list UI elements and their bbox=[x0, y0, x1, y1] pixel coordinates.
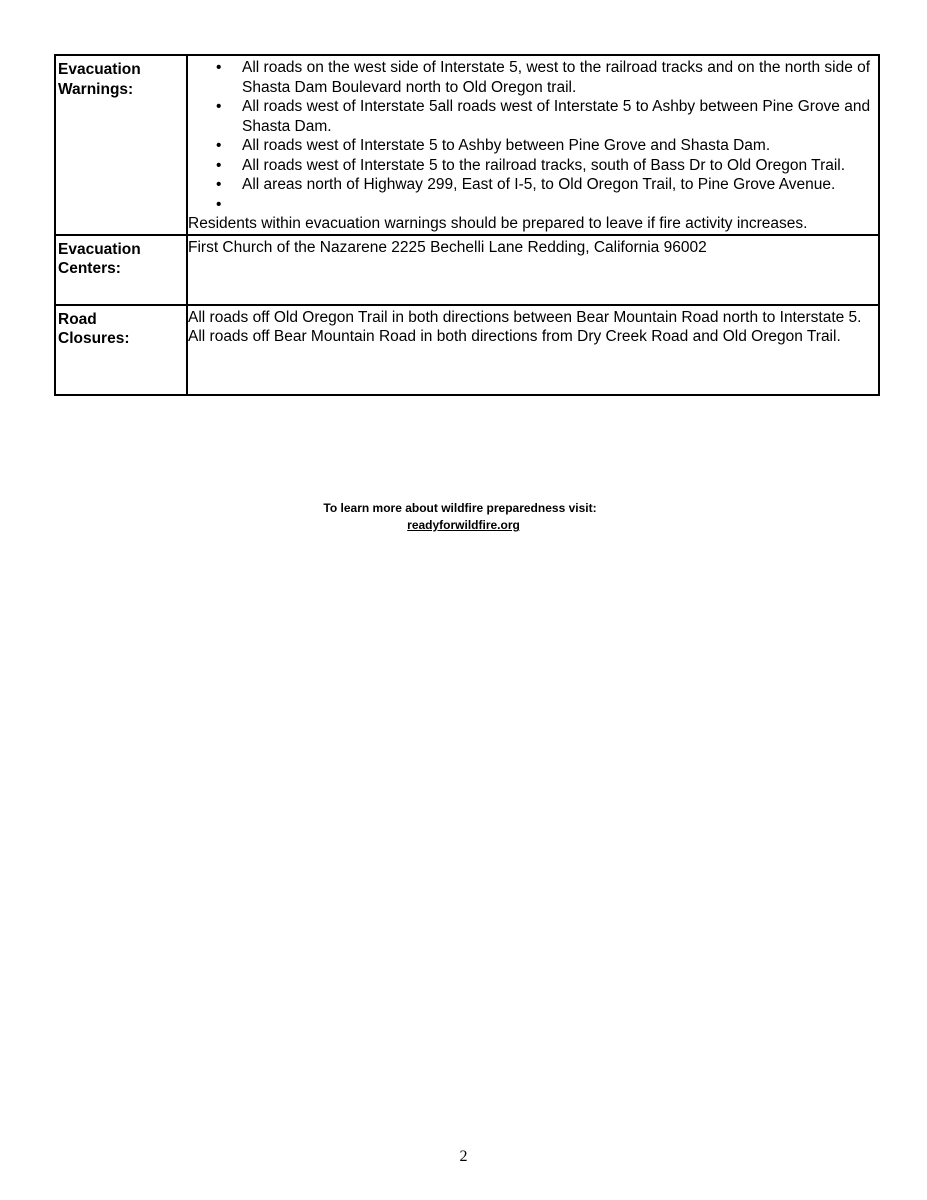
evacuation-warnings-list bbox=[188, 58, 878, 214]
evacuation-warnings-label bbox=[55, 55, 187, 235]
list-item bbox=[216, 136, 878, 156]
bullet-icon: • bbox=[216, 195, 222, 213]
evacuation-warnings-row bbox=[55, 55, 879, 235]
footer-prompt: To learn more about wildfire preparedness visit: bbox=[323, 501, 597, 515]
footer-link[interactable]: readyforwildfire.org bbox=[407, 518, 520, 532]
list-item bbox=[216, 97, 878, 136]
list-item bbox=[216, 58, 878, 97]
bullet-icon: • bbox=[216, 176, 222, 193]
warning-item-text: All areas north of Highway 299, East of I-5, to Old Oregon Trail, to Pine Grove Avenue. bbox=[242, 176, 836, 193]
footer bbox=[0, 500, 927, 534]
evacuation-warnings-content bbox=[187, 55, 879, 235]
evacuation-centers-content bbox=[187, 235, 879, 305]
page-number: 2 bbox=[459, 1148, 468, 1165]
warning-item-text: All roads west of Interstate 5 to Ashby between Pine Grove and Shasta Dam. bbox=[242, 137, 771, 154]
bullet-icon: • bbox=[216, 137, 222, 154]
evacuation-warnings-label-line1: Evacuation bbox=[58, 61, 141, 78]
list-item bbox=[216, 175, 878, 195]
evacuation-centers-label bbox=[55, 235, 187, 305]
bullet-icon: • bbox=[216, 98, 222, 115]
warning-item-text: All roads west of Interstate 5all roads west of Interstate 5 to Ashby between Pine Grove and Shasta Dam. bbox=[242, 98, 871, 135]
evacuation-centers-text: First Church of the Nazarene 2225 Bechelli Lane Redding, California 96002 bbox=[188, 238, 707, 256]
evacuation-info-table bbox=[54, 54, 880, 396]
warning-item-text: All roads on the west side of Interstate 5, west to the railroad tracks and on the north side of Shasta Dam Boulevard north to Old Oregon trail. bbox=[242, 59, 871, 96]
bullet-icon: • bbox=[216, 59, 222, 76]
list-item bbox=[216, 156, 878, 176]
road-closures-label-line2: Closures: bbox=[58, 330, 130, 347]
road-closures-label-line1: Road bbox=[58, 310, 97, 328]
bullet-icon: • bbox=[216, 156, 222, 174]
road-closures-row bbox=[55, 305, 879, 395]
road-closures-content bbox=[187, 305, 879, 395]
evacuation-centers-row bbox=[55, 235, 879, 305]
evacuation-centers-label-line2: Centers: bbox=[58, 260, 121, 277]
warning-item-text: All roads west of Interstate 5 to the railroad tracks, south of Bass Dr to Old Oregon Trail. bbox=[242, 156, 846, 174]
list-item-empty bbox=[216, 195, 878, 215]
evacuation-centers-label-line1: Evacuation bbox=[58, 240, 141, 258]
road-closures-text: All roads off Old Oregon Trail in both directions between Bear Mountain Road north to Interstate 5. All roads off Bear Mountain Road in both directions from Dry Creek Road and Old Oregon Trail. bbox=[188, 308, 862, 345]
evacuation-warnings-label-line2: Warnings: bbox=[58, 80, 134, 98]
road-closures-label bbox=[55, 305, 187, 395]
evacuation-warnings-note: Residents within evacuation warnings should be prepared to leave if fire activity increases. bbox=[188, 215, 808, 232]
